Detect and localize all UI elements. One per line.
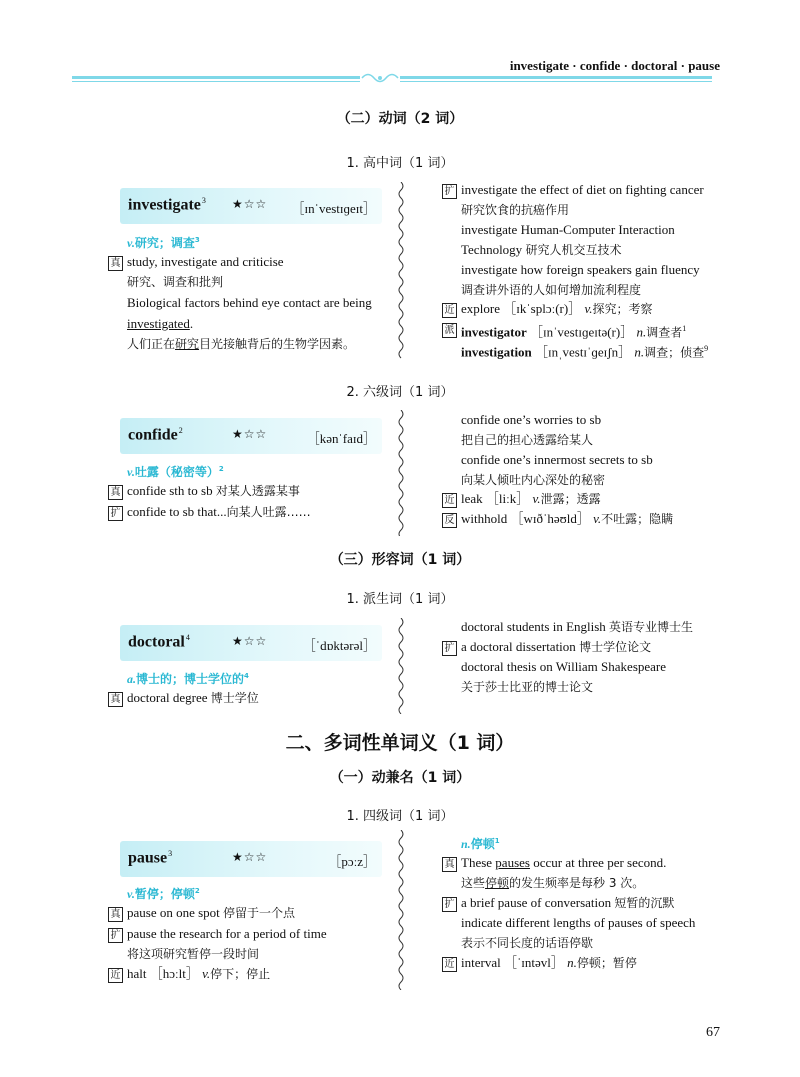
column-divider <box>396 410 406 536</box>
tag-jin: 近 <box>442 493 457 508</box>
extension-en: investigate the effect of diet on fighting cancer <box>461 182 704 197</box>
extension-zh: 研究饮食的抗癌作用 <box>461 203 570 217</box>
extension-en: investigate Human-Computer Interaction <box>461 222 675 237</box>
column-divider <box>396 830 406 990</box>
tag-jin: 近 <box>442 957 457 972</box>
extension-zh: 把自己的担心透露给某人 <box>461 433 594 447</box>
header-ornament <box>360 70 400 86</box>
extension-en: doctoral thesis on William Shakespeare <box>461 659 667 674</box>
headword-box-confide <box>120 418 382 454</box>
phonetic: ［pɔːz］ <box>328 854 376 869</box>
example: doctoral degree 博士学位 <box>127 690 259 705</box>
sense-label: a.博士的；博士学位的$^4$ <box>127 672 249 686</box>
tag-kuo: 扩 <box>442 184 457 199</box>
antonym: withhold ［wɪðˈhəʊld］ v.不吐露；隐瞒 <box>461 511 674 526</box>
sense-label-noun: n.停顿$^1$ <box>461 837 500 851</box>
tag-kuo: 扩 <box>442 897 457 912</box>
example-zh: 将这项研究暂停一段时间 <box>127 947 260 961</box>
tag-jin: 近 <box>442 303 457 318</box>
subsection-title-derived: 1. 派生词（1 词） <box>346 592 454 607</box>
headword: confide$^2$ <box>128 426 183 444</box>
headword: doctoral$^4$ <box>128 633 190 651</box>
difficulty-stars: ★☆☆ <box>232 197 268 211</box>
headword: investigate$^3$ <box>128 196 206 214</box>
extension: a doctoral dissertation 博士学位论文 <box>461 639 652 654</box>
tag-kuo: 扩 <box>442 641 457 656</box>
synonym: explore ［ɪkˈsplɔː(r)］ v.探究；考察 <box>461 301 653 316</box>
headword-box-pause <box>120 841 382 877</box>
derivative: investigator ［ɪnˈvestɪɡeɪtə(r)］ n.调查者$^1$ <box>461 324 687 340</box>
example-zh: 研究、调查和批判 <box>127 275 224 289</box>
headword-box-doctoral <box>120 625 382 661</box>
tag-kuo: 扩 <box>108 506 123 521</box>
extension-zh: 表示不同长度的话语停歇 <box>461 936 594 950</box>
difficulty-stars: ★☆☆ <box>232 427 268 441</box>
extension-en: confide one’s worries to sb <box>461 412 602 427</box>
tag-zhen: 真 <box>108 907 123 922</box>
extension-en: indicate different lengths of pauses of speech <box>461 915 696 930</box>
section-title-adjectives: （三）形容词（1 词） <box>329 552 471 568</box>
tag-zhen: 真 <box>442 857 457 872</box>
synonym: leak ［liːk］ v.泄露；透露 <box>461 491 601 506</box>
subsection-title-cet6: 2. 六级词（1 词） <box>346 385 454 400</box>
extension-en: confide one’s innermost secrets to sb <box>461 452 653 467</box>
page-number: 67 <box>706 1025 720 1040</box>
extension-zh: 向某人倾吐内心深处的秘密 <box>461 473 606 487</box>
section-title-verbs: （二）动词（2 词） <box>336 111 464 127</box>
tag-kuo: 扩 <box>108 928 123 943</box>
phonetic: ［ˈdɒktərəl］ <box>302 638 376 653</box>
running-head: investigate · confide · doctoral · pause <box>509 58 720 73</box>
tag-jin: 近 <box>108 968 123 983</box>
tag-pai: 派 <box>442 323 457 338</box>
section-title-gerund: （一）动兼名（1 词） <box>329 770 471 786</box>
phonetic: ［ɪnˈvestɪɡeɪt］ <box>291 201 376 216</box>
derivative: investigation ［ɪnˌvestɪˈɡeɪʃn］ n.调查；侦查$^9$ <box>461 344 709 360</box>
sense-label: v.暂停；停顿$^2$ <box>127 887 200 901</box>
example-en: study, investigate and criticise <box>127 254 284 269</box>
example-en: investigated. <box>127 316 194 331</box>
phonetic: ［kənˈfaɪd］ <box>306 431 376 446</box>
column-divider <box>396 182 406 360</box>
sense-label: v.研究；调查$^3$ <box>127 236 200 250</box>
sense-label: v.吐露（秘密等）$^2$ <box>127 465 224 479</box>
extension-en: Technology 研究人机交互技术 <box>461 242 622 257</box>
example-en: Biological factors behind eye contact are being <box>127 295 372 310</box>
tag-zhen: 真 <box>108 256 123 271</box>
tag-zhen: 真 <box>108 692 123 707</box>
example-en: pause the research for a period of time <box>127 926 327 941</box>
extension-en: investigate how foreign speakers gain fluency <box>461 262 700 277</box>
synonym: interval ［ˈɪntəvl］ n.停顿；暂停 <box>461 955 637 970</box>
example: confide sth to sb 对某人透露某事 <box>127 483 300 498</box>
headword-box-investigate <box>120 188 382 224</box>
difficulty-stars: ★☆☆ <box>232 850 268 864</box>
headword: pause$^3$ <box>128 849 173 867</box>
example: pause on one spot 停留于一个点 <box>127 905 296 920</box>
synonym: halt ［hɔːlt］ v.停下；停止 <box>127 966 271 981</box>
extension-zh: 关于莎士比亚的博士论文 <box>461 680 594 694</box>
example-en: These pauses occur at three per second. <box>461 855 667 870</box>
section-title-polysemous: 二、多词性单词义（1 词） <box>285 732 515 754</box>
tag-zhen: 真 <box>108 485 123 500</box>
difficulty-stars: ★☆☆ <box>232 634 268 648</box>
example-zh: 这些停顿的发生频率是每秒 3 次。 <box>461 876 645 890</box>
example-zh: 人们正在研究目光接触背后的生物学因素。 <box>127 337 356 351</box>
subsection-title-cet4: 1. 四级词（1 词） <box>346 809 454 824</box>
subsection-title-highschool: 1. 高中词（1 词） <box>346 156 454 171</box>
example: confide to sb that...向某人吐露…… <box>127 504 311 519</box>
extension: doctoral students in English 英语专业博士生 <box>461 619 694 634</box>
column-divider <box>396 618 406 714</box>
extension-zh: 调查讲外语的人如何增加流利程度 <box>461 283 642 297</box>
tag-fan: 反 <box>442 513 457 528</box>
extension: a brief pause of conversation 短暂的沉默 <box>461 895 675 910</box>
